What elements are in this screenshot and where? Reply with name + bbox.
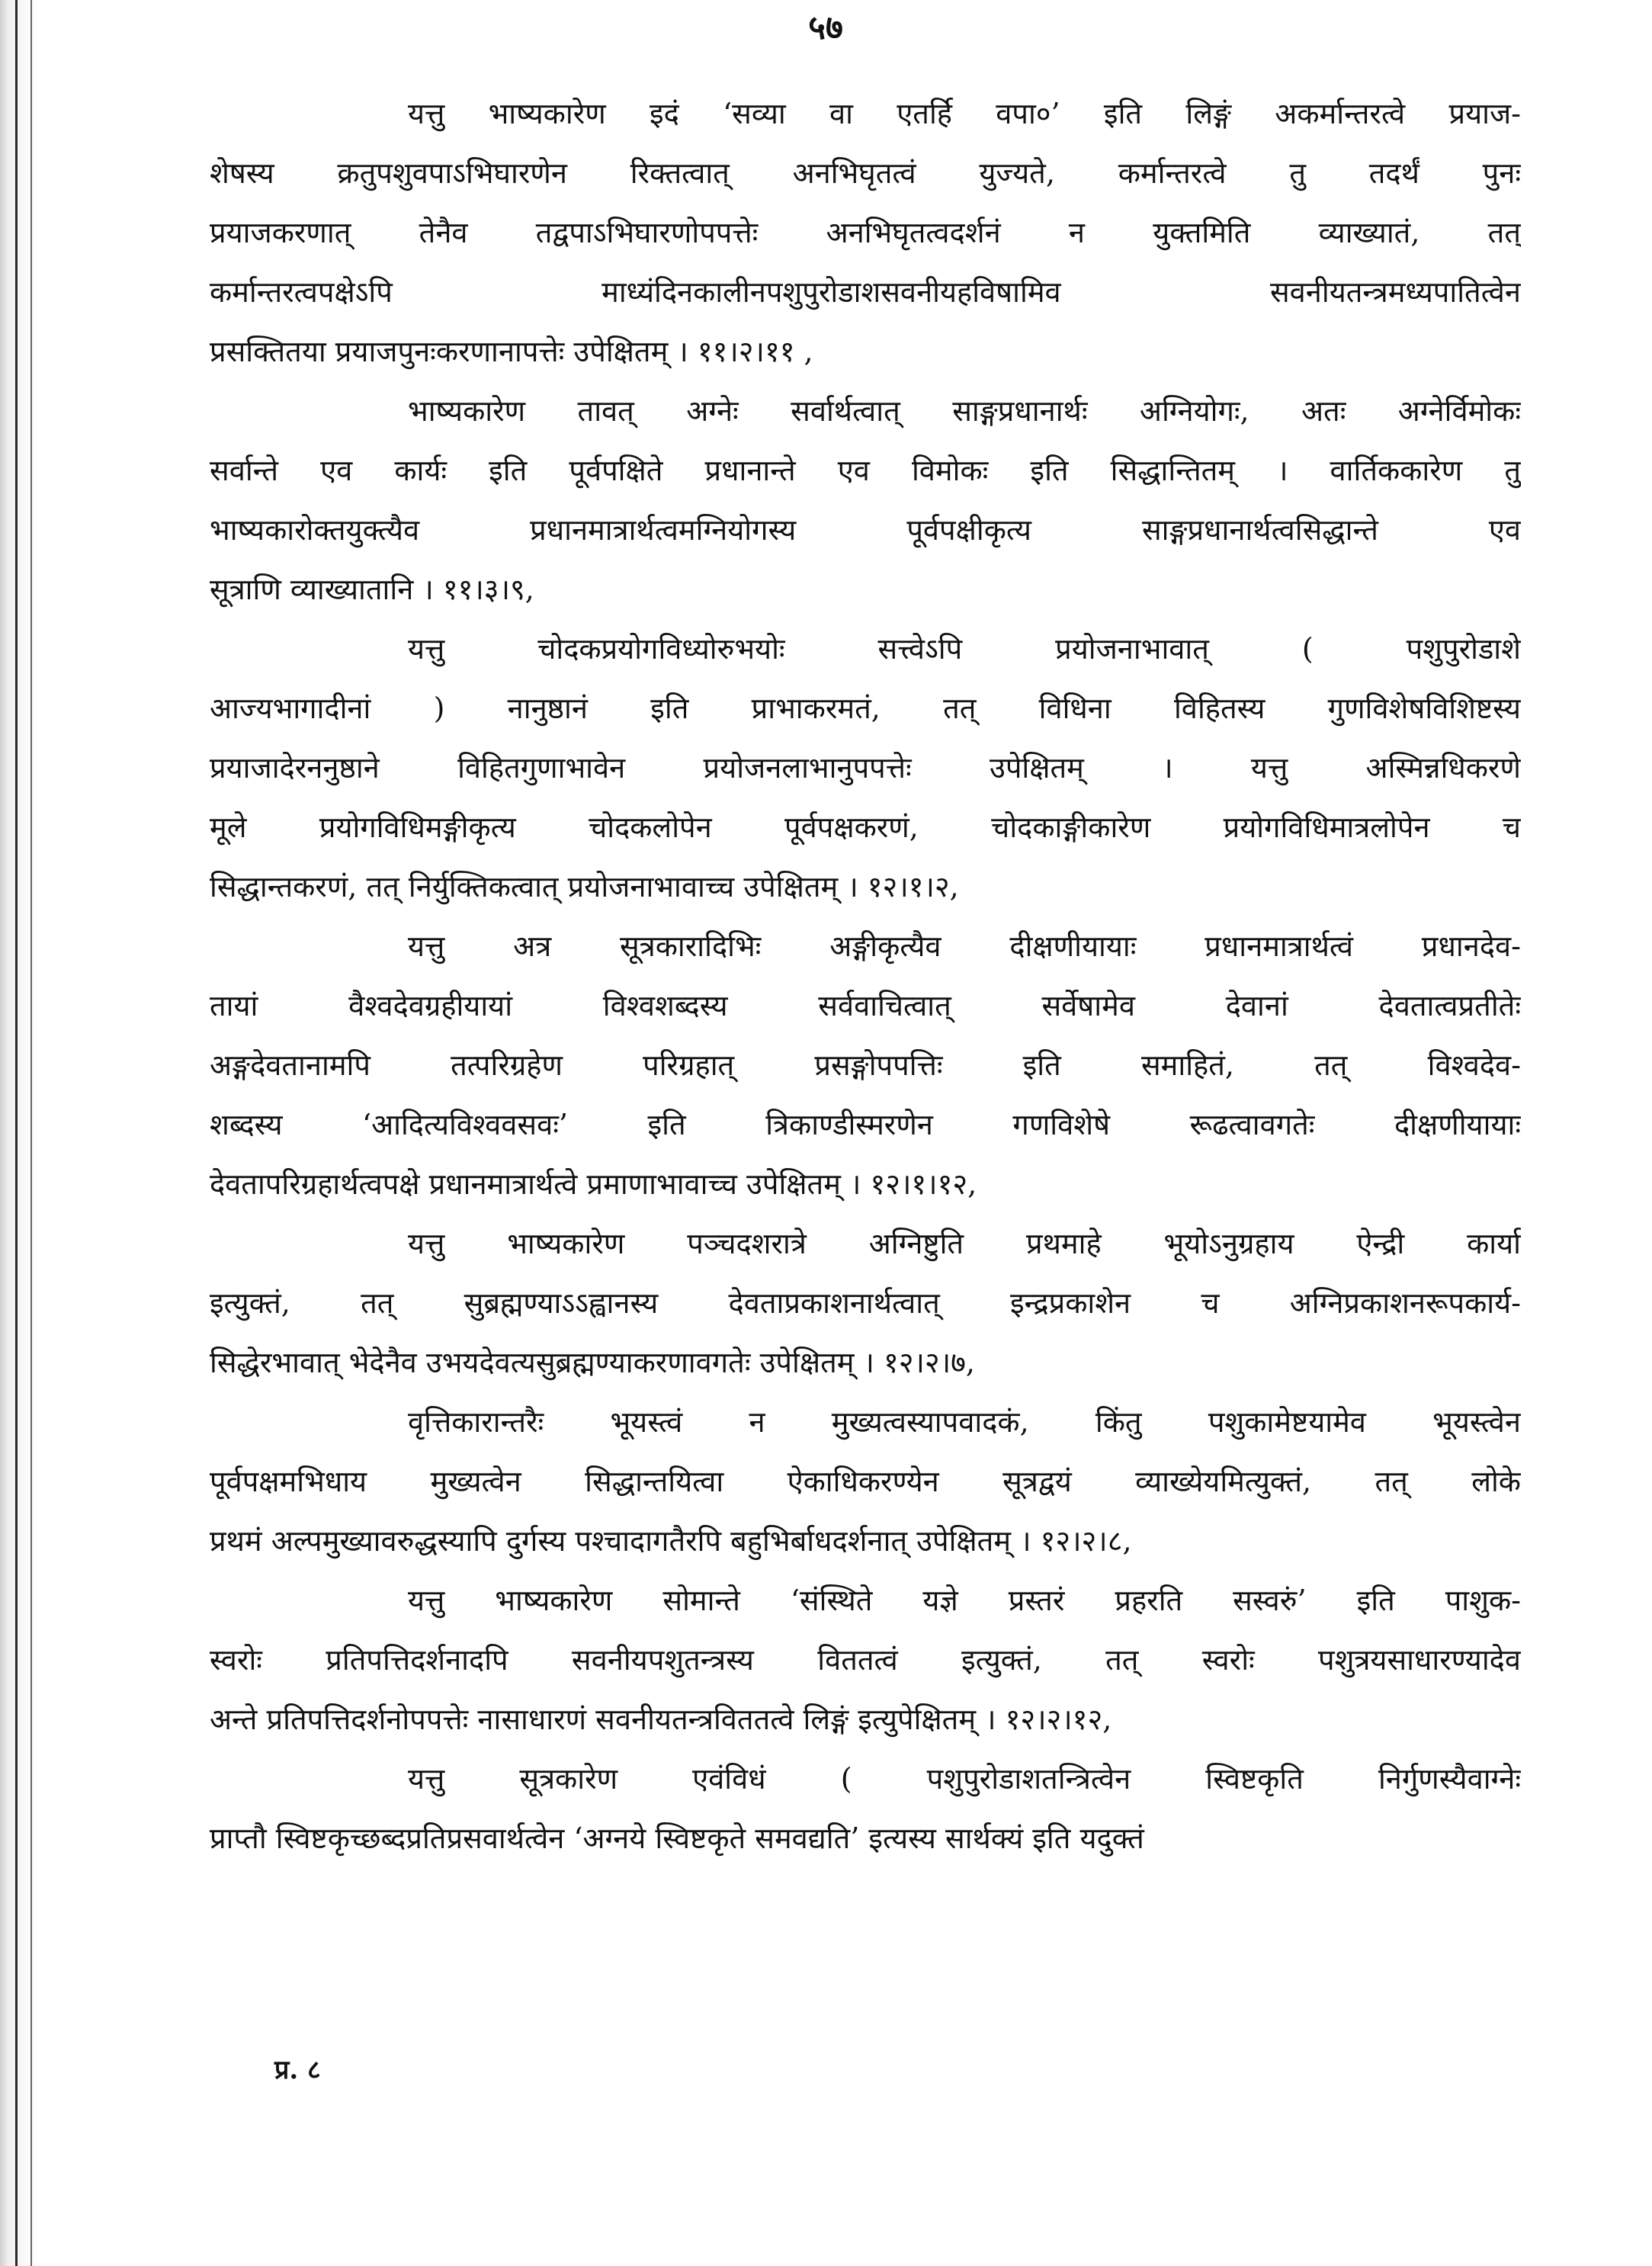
text-line: प्रसक्तितया प्रयाजपुनःकरणानापत्तेः उपेक्षितम् । ११।२।११ , bbox=[210, 335, 813, 368]
book-spine-edge bbox=[0, 0, 40, 2266]
text-line: अन्ते प्रतिपत्तिदर्शनोपपत्तेः नासाधारणं सवनीयतन्त्रविततत्वे लिङ्गं इत्युपेक्षितम् । १२।२।१२, bbox=[210, 1703, 1112, 1736]
text-line: प्रयाजकरणात् तेनैव तद्वपाऽभिघारणोपपत्तेः अनभिघृतत्वदर्शनं न युक्तमिति व्याख्यातं, तत् bbox=[210, 216, 1521, 249]
text-line: स्वरोः प्रतिपत्तिदर्शनादपि सवनीयपशुतन्त्रस्य विततत्वं इत्युक्तं, तत् स्वरोः पशुत्रयसाधारण्यादेव bbox=[210, 1643, 1521, 1677]
page-body bbox=[210, 84, 1521, 1868]
spine-line bbox=[15, 0, 18, 2266]
text-line: भाष्यकारोक्तयुक्त्यैव प्रधानमात्रार्थत्वमग्नियोगस्य पूर्वपक्षीकृत्य साङ्गप्रधानार्थत्वसिद्धान्ते एव bbox=[210, 513, 1521, 547]
text-line: आज्यभागादीनां ) नानुष्ठानं इति प्राभाकरमतं, तत् विधिना विहितस्य गुणविशेषविशिष्टस्य bbox=[210, 692, 1521, 725]
text-line: वृत्तिकारान्तरैः भूयस्त्वं न मुख्यत्वस्यापवादकं, किंतु पशुकामेष्टयामेव भूयस्त्वेन bbox=[408, 1405, 1521, 1439]
text-line: मूले प्रयोगविधिमङ्गीकृत्य चोदकलोपेन पूर्वपक्षकरणं, चोदकाङ्गीकारेण प्रयोगविधिमात्रलोपेन च bbox=[210, 810, 1521, 844]
signature-mark: प्र. ८ bbox=[274, 2055, 321, 2085]
text-line: यत्तु भाष्यकारेण पञ्चदशरात्रे अग्निष्टुति प्रथमाहे भूयोऽनुग्रहाय ऐन्द्री कार्या bbox=[408, 1227, 1521, 1260]
page-number: ५७ bbox=[808, 8, 843, 47]
text-line: सर्वान्ते एव कार्यः इति पूर्वपक्षिते प्रधानान्ते एव विमोकः इति सिद्धान्तितम् । वार्तिककारेण तु bbox=[210, 454, 1521, 487]
text-line: पूर्वपक्षमभिधाय मुख्यत्वेन सिद्धान्तयित्वा ऐकाधिकरण्येन सूत्रद्वयं व्याख्येयमित्युक्तं, तत् लोके bbox=[210, 1465, 1521, 1498]
text-line: शब्दस्य ‘आदित्यविश्ववसवः’ इति त्रिकाण्डीस्मरणेन गणविशेषे रूढत्वावगतेः दीक्षणीयायाः bbox=[210, 1108, 1521, 1141]
text-line: अङ्गदेवतानामपि तत्परिग्रहेण परिग्रहात् प्रसङ्गोपपत्तिः इति समाहितं, तत् विश्वदेव- bbox=[210, 1048, 1521, 1082]
text-line: सूत्राणि व्याख्यातानि । ११।३।९, bbox=[210, 573, 534, 606]
text-line: प्राप्तौ स्विष्टकृच्छब्दप्रतिप्रसवार्थत्वेन ‘अग्नये स्विष्टकृते समवद्यति’ इत्यस्य सार्थक्यं इति यदुक्तं bbox=[210, 1821, 1144, 1855]
text-line: यत्तु अत्र सूत्रकारादिभिः अङ्गीकृत्यैव दीक्षणीयायाः प्रधानमात्रार्थत्वं प्रधानदेव- bbox=[408, 929, 1521, 963]
text-line: यत्तु सूत्रकारेण एवंविधं ( पशुपुरोडाशतन्त्रित्वेन स्विष्टकृति निर्गुणस्यैवाग्नेः bbox=[408, 1762, 1521, 1796]
text-line: यत्तु भाष्यकारेण सोमान्ते ‘संस्थिते यज्ञे प्रस्तरं प्रहरति सस्वरुं’ इति पाशुक- bbox=[408, 1584, 1521, 1617]
text-line: प्रयाजादेरननुष्ठाने विहितगुणाभावेन प्रयोजनलाभानुपपत्तेः उपेक्षितम् । यत्तु अस्मिन्नधिकरणे bbox=[210, 751, 1521, 785]
text-line: सिद्धान्तकरणं, तत् निर्युक्तिकत्वात् प्रयोजनाभावाच्च उपेक्षितम् । १२।१।२, bbox=[210, 870, 959, 904]
text-line: कर्मान्तरत्वपक्षेऽपि माध्यंदिनकालीनपशुपुरोडाशसवनीयहविषामिव सवनीयतन्त्रमध्यपातित्वेन bbox=[210, 275, 1521, 309]
text-line: शेषस्य क्रतुपशुवपाऽभिघारणेन रिक्तत्वात् अनभिघृतत्वं युज्यते, कर्मान्तरत्वे तु तदर्थं पुनः bbox=[210, 156, 1521, 190]
spine-line bbox=[30, 0, 32, 2266]
text-line: तायां वैश्वदेवग्रहीयायां विश्वशब्दस्य सर्ववाचित्वात् सर्वेषामेव देवानां देवतात्वप्रतीतेः bbox=[210, 989, 1521, 1022]
text-line: सिद्धेरभावात् भेदेनैव उभयदेवत्यसुब्रह्मण्याकरणावगतेः उपेक्षितम् । १२।२।७, bbox=[210, 1346, 975, 1379]
text-line: भाष्यकारेण तावत् अग्नेः सर्वार्थत्वात् साङ्गप्रधानार्थः अग्नियोगः, अतः अग्नेर्विमोकः bbox=[408, 394, 1521, 428]
text-line: यत्तु चोदकप्रयोगविध्योरुभयोः सत्त्वेऽपि प्रयोजनाभावात् ( पशुपुरोडाशे bbox=[408, 632, 1521, 666]
text-line: यत्तु भाष्यकारेण इदं ‘सव्या वा एतर्हि वपा०’ इति लिङ्गं अकर्मान्तरत्वे प्रयाज- bbox=[408, 97, 1521, 130]
text-line: इत्युक्तं, तत् सुब्रह्मण्याऽऽह्वानस्य देवताप्रकाशनार्थत्वात् इन्द्रप्रकाशेन च अग्निप्रकाशनरूपकार्य- bbox=[210, 1286, 1521, 1320]
text-line: देवतापरिग्रहार्थत्वपक्षे प्रधानमात्रार्थत्वे प्रमाणाभावाच्च उपेक्षितम् । १२।१।१२, bbox=[210, 1167, 977, 1201]
text-line: प्रथमं अल्पमुख्यावरुद्धस्यापि दुर्गस्य पश्चादागतैरपि बहुभिर्बाधदर्शनात् उपेक्षितम् । १२।२।८, bbox=[210, 1524, 1132, 1558]
